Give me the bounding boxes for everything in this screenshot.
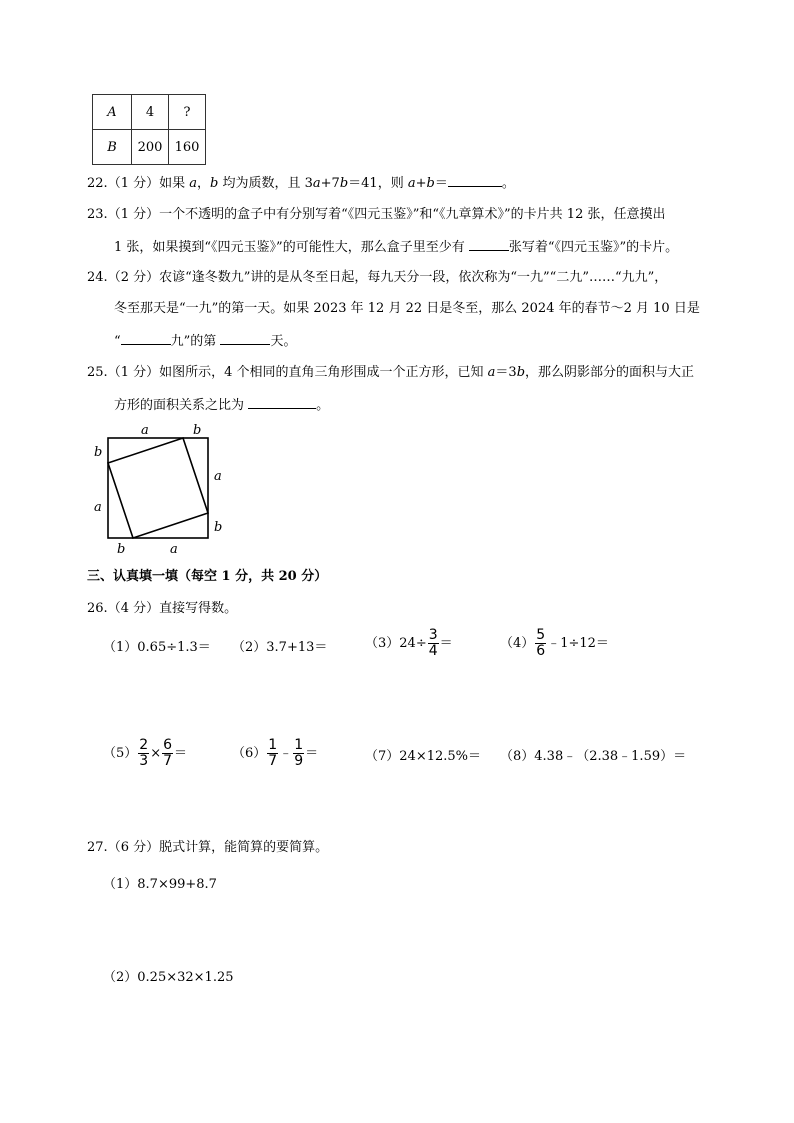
question-24-line2: 冬至那天是“一九”的第一天。如果 2023 年 12 月 22 日是冬至，那么 2024 年的春节～2 月 10 日是 — [114, 301, 700, 316]
fraction: $\frac{5}{6}$ — [536, 627, 546, 659]
answer-blank[interactable] — [448, 172, 502, 187]
fraction: $\frac{2}{3}$ — [139, 737, 149, 769]
square-triangles-figure — [86, 422, 236, 558]
ab-table — [92, 94, 206, 165]
calc-item-3: （3）24÷ $\frac{3}{4}$ ＝ — [365, 627, 453, 659]
question-22: 22.（1 分）如果 a，b 均为质数，且 3a+7b＝41，则 a+b＝ 。 — [87, 172, 515, 194]
label-a-bottom: a — [170, 542, 178, 557]
calc-item-5: （5） $\frac{2}{3}$ × $\frac{6}{7}$ ＝ — [103, 737, 188, 769]
label-a-right: a — [214, 469, 222, 484]
answer-blank[interactable] — [248, 394, 316, 409]
table-cell: A — [93, 95, 132, 130]
question-26: 26.（4 分）直接写得数。 — [87, 601, 238, 616]
question-24: 24.（2 分）农谚“逢冬数九”讲的是从冬至日起，每九天分一段，依次称为“一九”“二九”……“九九”， — [87, 270, 668, 285]
table-cell: 200 — [132, 130, 169, 165]
calc-item-8: （8）4.38﹣（2.38﹣1.59）＝ — [500, 749, 687, 764]
table-cell: ? — [169, 95, 206, 130]
label-b-bottom: b — [117, 542, 126, 557]
table-cell: 4 — [132, 95, 169, 130]
question-23: 23.（1 分）一个不透明的盒子中有分别写着“《四元玉鉴》”和“《九章算术》”的卡片共 12 张，任意摸出 — [87, 207, 666, 222]
outer-square — [108, 438, 208, 538]
table-row — [93, 95, 206, 130]
calc-item-4: （4） $\frac{5}{6}$ ﹣1÷12＝ — [500, 627, 609, 659]
calc-27-item-1: （1）8.7×99+8.7 — [103, 877, 217, 892]
fraction: $\frac{1}{7}$ — [268, 737, 278, 769]
calc-item-2: （2）3.7+13＝ — [232, 640, 328, 655]
label-b-top: b — [193, 423, 202, 438]
section-heading: 三、认真填一填（每空 1 分，共 20 分） — [87, 569, 328, 584]
fraction: $\frac{6}{7}$ — [163, 737, 173, 769]
calc-item-7: （7）24×12.5%＝ — [365, 749, 482, 764]
question-23-line2: 1 张，如果摸到“《四元玉鉴》”的可能性大，那么盒子里至少有 张写着“《四元玉鉴》”的卡片。 — [114, 236, 678, 258]
question-24-line3: “ 九”的第 天。 — [114, 330, 296, 352]
calc-item-6: （6） $\frac{1}{7}$ ﹣ $\frac{1}{9}$ ＝ — [232, 737, 319, 769]
fraction: $\frac{3}{4}$ — [428, 627, 438, 659]
answer-blank[interactable] — [121, 330, 171, 345]
question-27: 27.（6 分）脱式计算，能简算的要简算。 — [87, 840, 329, 855]
calc-item-1: （1）0.65÷1.3＝ — [103, 640, 211, 655]
calc-27-item-2: （2）0.25×32×1.25 — [103, 970, 234, 985]
question-25: 25.（1 分）如图所示，4 个相同的直角三角形围成一个正方形，已知 a＝3b，那么阴影部分的面积与大正 — [87, 365, 695, 380]
inner-square — [108, 438, 208, 538]
table-cell: 160 — [169, 130, 206, 165]
table-cell: B — [93, 130, 132, 165]
fraction: $\frac{1}{9}$ — [294, 737, 304, 769]
answer-blank[interactable] — [220, 330, 270, 345]
label-b-right: b — [214, 520, 223, 535]
label-a-top: a — [141, 423, 149, 438]
question-25-line2: 方形的面积关系之比为 。 — [114, 394, 329, 416]
label-b-left: b — [94, 445, 103, 460]
table-row — [93, 130, 206, 165]
answer-blank[interactable] — [469, 236, 509, 251]
label-a-left: a — [94, 500, 102, 515]
